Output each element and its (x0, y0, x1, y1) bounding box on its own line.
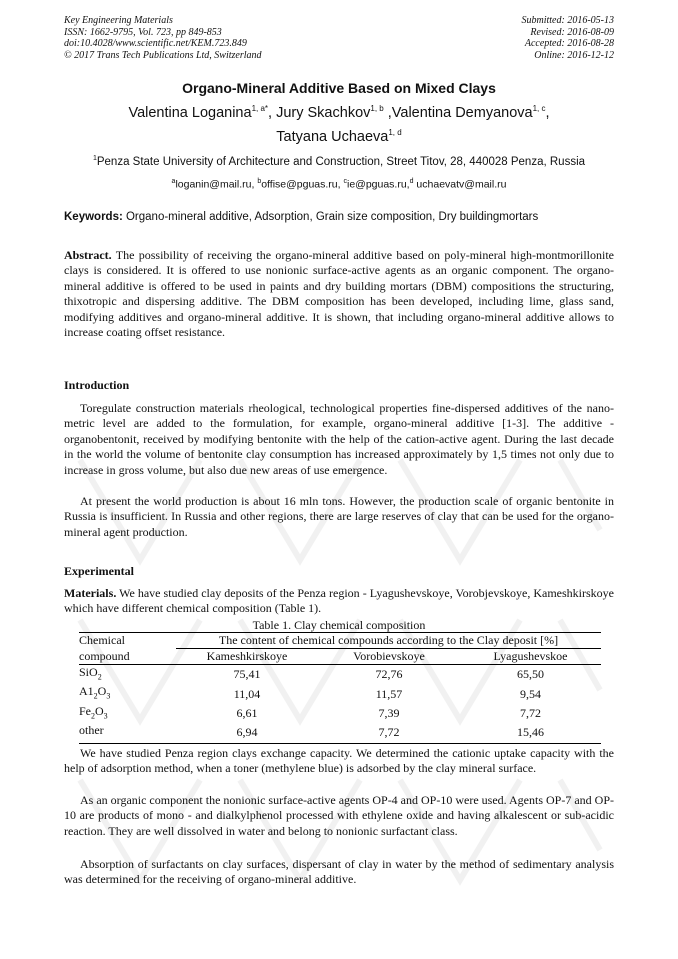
table-header-row (79, 649, 601, 665)
author-name: Jury Skachkov (276, 104, 371, 121)
table-row (79, 704, 601, 723)
header-cell: Vorobievskoye (353, 649, 425, 663)
journal-name: Key Engineering Materials (64, 15, 173, 26)
doi-link[interactable]: doi:10.4028/www.scientific.net/KEM.723.849 (64, 38, 247, 49)
keywords (64, 211, 616, 223)
author-sup: 1, c (532, 104, 546, 113)
value-cell: 15,46 (517, 725, 544, 740)
email-link[interactable]: offise@pguas.ru, (261, 178, 344, 191)
value-cell: 7,72 (520, 705, 541, 720)
materials-paragraph: Materials. We have studied clay deposits of the Penza region - Lyagushevskoye, Vorobjevskoye, Kameshkirskoye which have different chemical composition (Table 1). (64, 586, 614, 616)
header-cell: Lyagushevskoe (493, 649, 568, 663)
value-cell: 11,57 (375, 686, 403, 701)
dates-info (522, 15, 615, 61)
issn: ISSN: 1662-9795, Vol. 723, pp 849-853 (64, 26, 222, 38)
author-sup: 1, b (370, 104, 384, 113)
online-date: Online: 2016-12-12 (534, 49, 614, 61)
authors-line-2 (0, 128, 678, 145)
table-caption: Table 1. Clay chemical composition (252, 618, 426, 632)
value-cell: 7,72 (378, 725, 400, 740)
journal-info (64, 15, 262, 61)
authors-line-1: Valentina Loganina$^{1, a*}$, Jury Skachkov$^{1, b}$ ,Valentina Demyanova$^{1, c}$, (128, 104, 550, 121)
compound-cell: other (79, 723, 104, 738)
abstract (64, 248, 614, 340)
header-cell: compound (79, 648, 130, 663)
value-cell: 9,54 (520, 686, 541, 701)
value-cell: 7,39 (378, 705, 400, 720)
section-heading-experimental: Experimental (64, 564, 134, 578)
value-cell: 75,41 (233, 667, 261, 682)
author-emails: $^a$loganin@mail.ru, $^b$offise@pguas.ru, $^c$ie@pguas.ru,$^d$ uchaevatv@mail.ru (171, 178, 507, 191)
value-cell: 6,94 (236, 725, 258, 740)
paragraph: Absorption of surfactants on clay surfaces, dispersant of clay in water by the method of sedimentary analysis was determined for the receiving of organo-mineral additive. (64, 857, 614, 887)
paragraph: Toregulate construction materials rheological, technological properties fine-dispersed additives of the nano-metric level are added to the formulation, for example, organo-mineral additive [1-3]. The additive - organobentonit, received by modifying bentonite with the help of the cation-active agent. During the last decade in the world the volume of bentonite clay consumption has increased approximately by 1,5 times not only due to increase in gross volume, but also due new areas of use emergence. (64, 401, 614, 477)
compound-cell: SiO$_2$ (79, 665, 102, 682)
author-name: Valentina Demyanova (391, 104, 533, 121)
email-link[interactable]: loganin@mail.ru, (175, 178, 258, 191)
accepted-date: Accepted: 2016-08-28 (524, 38, 614, 49)
clay-composition-table (79, 632, 601, 744)
group-header-cell: The content of chemical compounds according to the Clay deposit [%] (176, 633, 601, 649)
author-sup: 1, a* (251, 104, 269, 113)
email-link[interactable]: ie@pguas.ru, (346, 178, 410, 191)
value-cell: 11,04 (233, 686, 261, 701)
paragraph: We have studied Penza region clays exchange capacity. We determined the cationic uptake capacity with the help of adsorption method, when a toner (methylene blue) is adsorbed by the clay mineral surface. (64, 746, 614, 776)
header-cell: Chemical (79, 633, 125, 648)
materials-label: Materials. (64, 586, 117, 600)
paragraph: As an organic component the nonionic surface-active agents OP-4 and OP-10 were used. Agents OP-7 and OP-10 are products of mono - and dialkylphenol processed with ethylene oxide and having alkalescent or sub-acidic reaction. They are well dissolved in water and belong to nonionic surfactant class. (64, 793, 614, 838)
table-row (79, 665, 601, 685)
submitted-date: Submitted: 2016-05-13 (521, 15, 614, 26)
compound-cell: $Fe_2O_3$ (79, 703, 108, 721)
affiliation: $^1$Penza State University of Architecture and Construction, Street Titov, 28, 440028 Penza, Russia (92, 155, 586, 168)
value-cell: 72,76 (375, 667, 403, 682)
paper-title: Organo-Mineral Additive Based on Mixed Clays (182, 80, 496, 96)
table-header-row (79, 633, 601, 649)
value-cell: 65,50 (517, 667, 544, 682)
abstract-text: The possibility of receiving the organo-mineral additive based on poly-mineral high-montmorillonite clays is considered. It is offered to use nonionic surface-active agents as an organic component. The organo-mineral additive is offered to be used in paints and dry building mortars (DBM) compositions the structuring, thixotropic and dispersing additive. The DBM composition has been developed, including lime, glass sand, modifying additives and organo-mineral additive. It is shown, that including organo-mineral additive allows to increase coating offset resistance. (64, 248, 614, 340)
header-cell: Kameshkirskoye (206, 649, 288, 663)
section-heading-introduction: Introduction (64, 378, 130, 392)
keywords-text: Organo-mineral additive, Adsorption, Grain size composition, Dry buildingmortars (122, 211, 539, 223)
value-cell: 6,61 (236, 705, 258, 720)
author-name: Tatyana Uchaeva (276, 128, 389, 145)
abstract-label: Abstract. (64, 248, 112, 262)
author-sup: 1, d (388, 128, 402, 137)
keywords-label: Keywords: (64, 211, 123, 223)
copyright: © 2017 Trans Tech Publications Ltd, Switzerland (64, 49, 262, 61)
author-name: Valentina Loganina (128, 104, 252, 121)
email-link[interactable]: uchaevatv@mail.ru (413, 178, 507, 191)
table-row (79, 723, 601, 743)
revised-date: Revised: 2016-08-09 (530, 26, 614, 38)
paragraph: At present the world production is about 16 mln tons. However, the production scale of organic bentonite in Russia is insufficient. In Russia and other regions, there are large reserves of clay that can be used for the organo-mineral agent production. (64, 494, 614, 539)
compound-cell: $A1_2O_3$ (79, 684, 111, 701)
table-row (79, 684, 601, 703)
